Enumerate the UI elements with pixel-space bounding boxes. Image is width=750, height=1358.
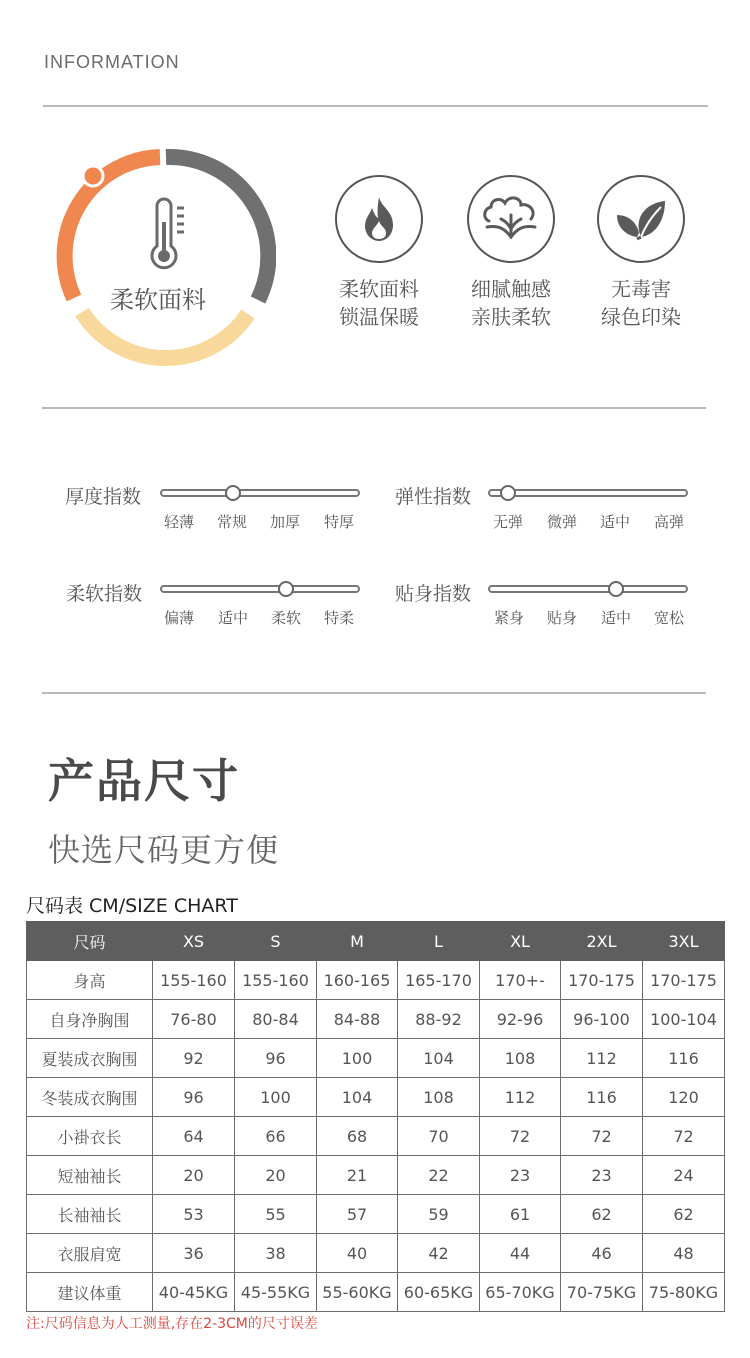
index-title-softness: 柔软指数 <box>66 583 143 605</box>
table-cell: 96-100 <box>561 1000 643 1039</box>
table-cell: 23 <box>480 1156 561 1195</box>
ring-segment-yellow <box>82 312 248 358</box>
row-label-cell: 自身净胸围 <box>27 1000 153 1039</box>
table-cell: 38 <box>235 1234 317 1273</box>
table-row <box>27 1117 725 1156</box>
row-label-cell: 身高 <box>27 961 153 1000</box>
feature-warm <box>319 175 439 331</box>
divider <box>43 105 708 107</box>
index-track-fit <box>488 585 688 593</box>
table-cell: 40-45KG <box>153 1273 235 1312</box>
table-cell: 53 <box>153 1195 235 1234</box>
table-cell: 20 <box>235 1156 317 1195</box>
table-cell: 23 <box>561 1156 643 1195</box>
table-cell: 64 <box>153 1117 235 1156</box>
table-cell: 20 <box>153 1156 235 1195</box>
table-cell: 61 <box>480 1195 561 1234</box>
table-row <box>27 1273 725 1312</box>
table-row <box>27 1234 725 1273</box>
section-subtitle: 快选尺码更方便 <box>48 831 280 869</box>
table-row <box>27 1195 725 1234</box>
table-cell: 170+- <box>480 961 561 1000</box>
index-knob-softness <box>278 581 294 597</box>
row-label-cell: 衣服肩宽 <box>27 1234 153 1273</box>
index-track-elasticity <box>488 489 688 497</box>
index-tick: 特柔 <box>323 609 354 627</box>
table-cell: 112 <box>561 1039 643 1078</box>
index-title-elasticity: 弹性指数 <box>395 486 472 508</box>
ring-segment-orange <box>65 157 160 298</box>
table-cell: 70 <box>398 1117 480 1156</box>
table-cell: 92-96 <box>480 1000 561 1039</box>
size-table-body <box>27 961 725 1312</box>
table-cell: 96 <box>153 1078 235 1117</box>
table-cell: 55-60KG <box>317 1273 398 1312</box>
table-cell: 155-160 <box>235 961 317 1000</box>
table-cell: 112 <box>480 1078 561 1117</box>
ring-segment-gray <box>166 157 268 300</box>
size-table <box>26 921 725 1312</box>
table-cell: 70-75KG <box>561 1273 643 1312</box>
table-row <box>27 1000 725 1039</box>
table-cell: 80-84 <box>235 1000 317 1039</box>
table-row <box>27 1039 725 1078</box>
index-tick: 轻薄 <box>163 513 194 531</box>
header-cell: 3XL <box>643 922 725 961</box>
index-knob-fit <box>608 581 624 597</box>
table-cell: 72 <box>643 1117 725 1156</box>
table-cell: 100-104 <box>643 1000 725 1039</box>
table-cell: 104 <box>317 1078 398 1117</box>
index-tick: 微弹 <box>546 513 577 531</box>
table-cell: 72 <box>480 1117 561 1156</box>
table-cell: 45-55KG <box>235 1273 317 1312</box>
table-cell: 100 <box>317 1039 398 1078</box>
index-tick: 宽松 <box>653 609 684 627</box>
feature-eco <box>581 175 701 331</box>
table-row <box>27 1156 725 1195</box>
table-cell: 116 <box>643 1039 725 1078</box>
index-tick: 无弹 <box>492 513 523 531</box>
table-cell: 62 <box>561 1195 643 1234</box>
table-cell: 75-80KG <box>643 1273 725 1312</box>
index-tick: 高弹 <box>653 513 684 531</box>
fabric-ring-graphic <box>52 144 276 368</box>
feature-line-1: 无毒害 <box>611 277 671 301</box>
leaf-icon <box>597 175 685 263</box>
header-cell: XS <box>153 922 235 961</box>
table-cell: 104 <box>398 1039 480 1078</box>
feature-line-2: 锁温保暖 <box>339 305 419 329</box>
row-label-cell: 短袖袖长 <box>27 1156 153 1195</box>
ring-dot <box>83 166 103 186</box>
table-cell: 65-70KG <box>480 1273 561 1312</box>
divider <box>42 692 706 694</box>
index-knob-thickness <box>225 485 241 501</box>
table-cell: 116 <box>561 1078 643 1117</box>
table-cell: 108 <box>398 1078 480 1117</box>
feature-line-1: 细腻触感 <box>471 277 551 301</box>
section-title-information: INFORMATION <box>44 52 180 72</box>
header-cell: XL <box>480 922 561 961</box>
index-tick: 适中 <box>217 609 248 627</box>
table-cell: 66 <box>235 1117 317 1156</box>
table-cell: 84-88 <box>317 1000 398 1039</box>
table-cell: 36 <box>153 1234 235 1273</box>
header-cell: M <box>317 922 398 961</box>
index-track-softness <box>160 585 360 593</box>
table-cell: 108 <box>480 1039 561 1078</box>
index-tick: 加厚 <box>269 513 300 531</box>
cotton-icon <box>467 175 555 263</box>
table-cell: 44 <box>480 1234 561 1273</box>
row-label-cell: 夏装成衣胸围 <box>27 1039 153 1078</box>
table-cell: 22 <box>398 1156 480 1195</box>
table-cell: 24 <box>643 1156 725 1195</box>
flame-icon <box>335 175 423 263</box>
table-cell: 96 <box>235 1039 317 1078</box>
table-cell: 76-80 <box>153 1000 235 1039</box>
section-title-size: 产品尺寸 <box>48 754 240 808</box>
table-cell: 72 <box>561 1117 643 1156</box>
feature-line-2: 绿色印染 <box>601 305 681 329</box>
index-tick: 适中 <box>599 513 630 531</box>
table-cell: 165-170 <box>398 961 480 1000</box>
index-title-fit: 贴身指数 <box>395 583 472 605</box>
header-cell: 2XL <box>561 922 643 961</box>
size-note: 注:尺码信息为人工测量,存在2-3CM的尺寸误差 <box>26 1316 318 1332</box>
feature-soft <box>451 175 571 331</box>
table-cell: 57 <box>317 1195 398 1234</box>
row-label-cell: 长袖袖长 <box>27 1195 153 1234</box>
index-tick: 贴身 <box>546 609 577 627</box>
divider <box>42 407 706 409</box>
index-tick: 常规 <box>216 513 247 531</box>
table-cell: 21 <box>317 1156 398 1195</box>
table-cell: 59 <box>398 1195 480 1234</box>
index-knob-elasticity <box>500 485 516 501</box>
header-cell: S <box>235 922 317 961</box>
table-cell: 92 <box>153 1039 235 1078</box>
index-tick: 紧身 <box>493 609 524 627</box>
table-cell: 40 <box>317 1234 398 1273</box>
table-cell: 170-175 <box>561 961 643 1000</box>
size-chart-title: 尺码表 CM/SIZE CHART <box>26 895 238 917</box>
table-cell: 55 <box>235 1195 317 1234</box>
table-cell: 170-175 <box>643 961 725 1000</box>
feature-line-2: 亲肤柔软 <box>471 305 551 329</box>
row-label-cell: 小褂衣长 <box>27 1117 153 1156</box>
index-tick: 特厚 <box>323 513 354 531</box>
feature-line-1: 柔软面料 <box>339 277 419 301</box>
table-cell: 60-65KG <box>398 1273 480 1312</box>
index-title-thickness: 厚度指数 <box>65 486 142 508</box>
table-cell: 155-160 <box>153 961 235 1000</box>
table-row <box>27 961 725 1000</box>
table-cell: 120 <box>643 1078 725 1117</box>
table-cell: 48 <box>643 1234 725 1273</box>
table-cell: 160-165 <box>317 961 398 1000</box>
row-label-cell: 冬装成衣胸围 <box>27 1078 153 1117</box>
table-header-row <box>27 922 725 961</box>
index-tick: 偏薄 <box>163 609 194 627</box>
table-cell: 68 <box>317 1117 398 1156</box>
table-cell: 88-92 <box>398 1000 480 1039</box>
table-cell: 100 <box>235 1078 317 1117</box>
table-row <box>27 1078 725 1117</box>
row-label-cell: 建议体重 <box>27 1273 153 1312</box>
index-tick: 柔软 <box>270 609 301 627</box>
index-track-thickness <box>160 489 360 497</box>
header-cell: 尺码 <box>27 922 153 961</box>
header-cell: L <box>398 922 480 961</box>
table-cell: 46 <box>561 1234 643 1273</box>
table-cell: 62 <box>643 1195 725 1234</box>
index-tick: 适中 <box>600 609 631 627</box>
table-cell: 42 <box>398 1234 480 1273</box>
fabric-label: 柔软面料 <box>110 286 206 314</box>
